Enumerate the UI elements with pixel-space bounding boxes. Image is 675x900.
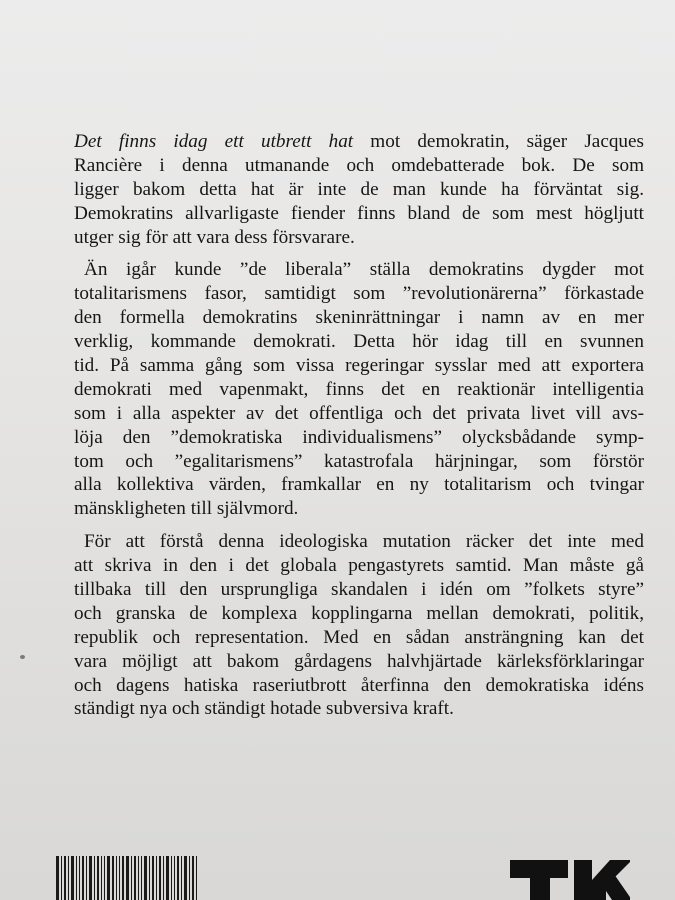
text-line: tom och ”egalitarismens” katastrofala härjningar, som förstör: [74, 450, 644, 472]
text-line: ständigt nya och ständigt hotade subversiva kraft.: [74, 698, 454, 720]
text-line: Det finns idag ett utbrett hat mot demokratin, säger Jacques: [74, 131, 644, 152]
text-line: vara möjligt att bakom gårdagens halvhjärtade kärleksförklaringar: [74, 650, 644, 672]
paragraph-2: [74, 258, 644, 521]
text-line: utger sig för att vara dess försvarare.: [74, 226, 355, 248]
paragraph-3: [74, 530, 644, 721]
isbn-barcode: [56, 856, 231, 900]
text-line: som i alla aspekter av det offentliga och det privata livet vill avs-: [74, 402, 644, 424]
text-line: den formella demokratins skeninrättningar i namn av en mer: [74, 307, 644, 329]
text-line: totalitarismens fasor, samtidigt som ”revolutionärerna” förkastade: [74, 283, 644, 305]
text-line: Demokratins allvarligaste fiender finns bland de som mest högljutt: [74, 202, 644, 224]
text-line: Rancière i denna utmanande och omdebatterade bok. De som: [74, 154, 644, 176]
text-line: verklig, kommande demokrati. Detta hör idag till en svunnen: [74, 331, 644, 353]
text-line: Än igår kunde ”de liberala” ställa demokratins dygder mot: [84, 259, 644, 281]
text-line: republik och representation. Med en sådan ansträngning kan det: [74, 626, 644, 648]
italic-quote: Det finns idag ett utbrett hat: [74, 131, 354, 152]
text-line: demokrati med vapenmakt, finns det en reaktionär intelligentia: [74, 378, 644, 400]
tk-logo-icon: [510, 856, 630, 900]
paragraph-1: [74, 130, 644, 249]
back-cover-blurb: [74, 130, 644, 721]
text-line: tillbaka till den ursprungliga skandalen i idén om ”folkets styre”: [74, 579, 644, 601]
text-line: tid. På samma gång som vissa regeringar sysslar med att exportera: [74, 355, 644, 377]
text-line: För att förstå denna ideologiska mutation räcker det inte med: [84, 531, 644, 553]
paper-speck: [20, 655, 25, 659]
text-line: och dagens hatiska raseriutbrott återfinna den demokratiska idéns: [74, 674, 644, 696]
text-line: ligger bakom detta hat är inte de man kunde ha förväntat sig.: [74, 178, 644, 200]
publisher-logo: [510, 856, 630, 900]
text-line: att skriva in den i det globala pengastyrets samtid. Man måste gå: [74, 555, 644, 577]
text-line: alla kollektiva värden, framkallar en ny totalitarism och tvingar: [74, 474, 644, 496]
text-line: mänskligheten till självmord.: [74, 498, 299, 520]
text-line: och granska de komplexa kopplingarna mellan demokrati, politik,: [74, 602, 644, 624]
text-line: löja den ”demokratiska individualismens” olycksbådande symp-: [74, 426, 644, 448]
